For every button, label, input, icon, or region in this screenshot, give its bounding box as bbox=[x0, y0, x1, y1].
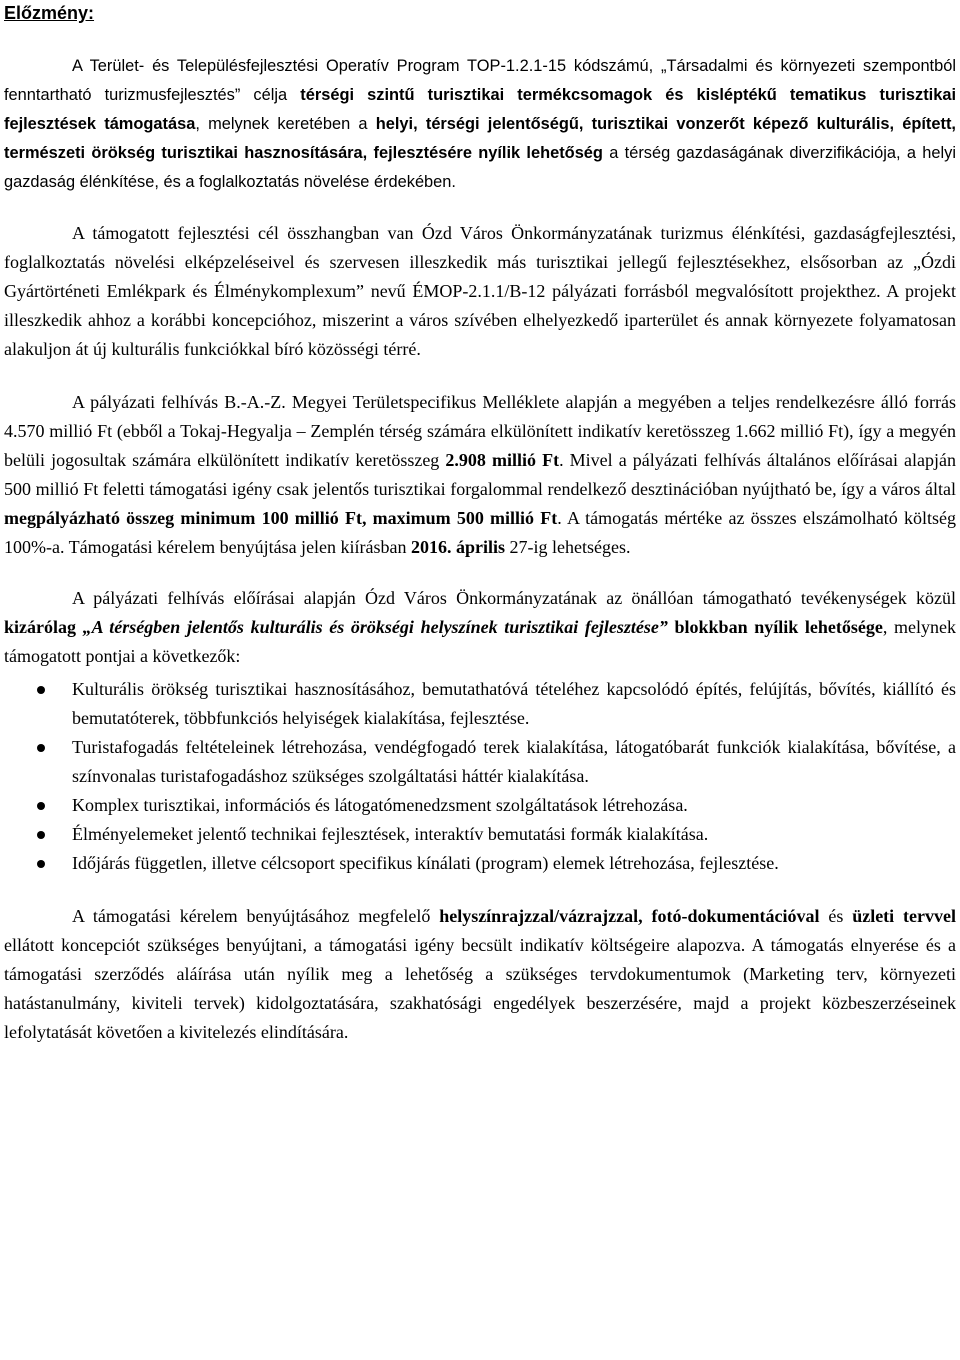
bold-text-run: helyszínrajzzal/vázrajzzal, fotó-dokumentációval bbox=[439, 906, 820, 926]
list-item-text: Turistafogadás feltételeinek létrehozása, vendégfogadó terek kialakítása, látogatóbarát funkciók kialakítása, bővítése, a színvonalas turistafogadáshoz szükséges szolgáltatási háttér kialakítása. bbox=[72, 737, 956, 786]
list-item-text: Komplex turisztikai, információs és látogatómenedzsment szolgáltatások létrehozása. bbox=[72, 795, 688, 815]
list-item-text: Élményelemeket jelentő technikai fejlesztések, interaktív bemutatási formák kialakítása. bbox=[72, 824, 709, 844]
bold-text-run: kizárólag bbox=[4, 617, 83, 637]
text-run: A pályázati felhívás előírásai alapján Ózd Város Önkormányzatának az önállóan támogatható tevékenységek közül bbox=[72, 588, 956, 608]
text-run: A támogatott fejlesztési cél összhangban van Ózd Város Önkormányzatának turizmus élénkítési, gazdaságfejlesztési, foglalkoztatás növelési elképzeléseivel és szervesen illeszkedik más turisztikai jellegű fejlesztésekhez, elsősorban az „Ózdi Gyártörténeti Emlékpark és Élménykomplexum” nevű ÉMOP-2.1.1/B-12 pályázati forrásból megvalósított projekthez. A projekt illeszkedik ahhoz a korábbi koncepcióhoz, miszerint a város szívében elhelyezkedő iparterület és annak környezete folyamatosan alakuljon át új kulturális funkciókkal bíró közösségi térré. bbox=[4, 223, 956, 359]
text-run: 27-ig lehetséges. bbox=[505, 537, 631, 557]
bold-italic-text-run: „A térségben jelentős kulturális és örökségi helyszínek turisztikai fejlesztése” bbox=[82, 617, 668, 637]
section-heading: Előzmény: bbox=[4, 3, 95, 23]
bold-text-run: 2016. április bbox=[411, 537, 506, 557]
list-item-text: Kulturális örökség turisztikai hasznosításához, bemutathatóvá tételéhez kapcsolódó építés, felújítás, bővítés, kiállító és bemutatóterek, többfunkciós helyiségek kialakítása, fejlesztése. bbox=[72, 679, 956, 728]
paragraph-eligible-activities bbox=[4, 584, 956, 671]
paragraph-application-requirements bbox=[4, 902, 956, 1047]
text-run: A pályázati felhívás B.-A.-Z. Megyei Területspecifikus Melléklete alapján a megyében a teljes rendelkezésre álló forrás 4.570 millió Ft (ebből a Tokaj-Hegyalja – Zemplén térség számára elkülönített indikatív keretösszeg 1.662 millió Ft), így a megyén belüli jogosultak számára elkülönített indikatív keretösszeg bbox=[4, 392, 956, 470]
bold-text-run: 2.908 millió Ft bbox=[445, 450, 560, 470]
list-item bbox=[4, 791, 956, 820]
text-run: A támogatási kérelem benyújtásához megfelelő bbox=[72, 906, 440, 926]
bullet-icon bbox=[37, 860, 45, 868]
text-run: és bbox=[819, 906, 853, 926]
bullet-icon bbox=[37, 831, 45, 839]
bullet-icon bbox=[37, 744, 45, 752]
text-run: A Terület- és Településfejlesztési Operatív Program TOP-1.2.1-15 kódszámú, „Társadalmi és környezeti szempontból fenntartható turizmusfejlesztés” célja bbox=[4, 57, 956, 104]
list-item bbox=[4, 675, 956, 733]
text-run: . A támogatás mértéke az összes elszámolható költség 100%-a. Támogatási kérelem benyújtása jelen kiírásban bbox=[4, 508, 957, 557]
bullet-icon bbox=[37, 802, 45, 810]
bold-text-run: térségi szintű turisztikai termékcsomagok és kisléptékű tematikus turisztikai fejlesztések támogatása bbox=[4, 86, 956, 133]
text-run: . Mivel a pályázati felhívás általános előírásai alapján 500 millió Ft feletti támogatási igény csak jelentős turisztikai forgalommal rendelkező desztinációban nyújtható be, így a város által bbox=[4, 450, 956, 499]
bold-text-run: megpályázható összeg minimum 100 millió Ft, maximum 500 millió Ft bbox=[4, 508, 558, 528]
text-run: a térség gazdaságának diverzifikációja, a helyi gazdaság élénkítése, és a foglalkoztatás növelése érdekében. bbox=[4, 144, 956, 191]
paragraph-funding bbox=[4, 388, 956, 562]
supported-activities-list bbox=[4, 675, 956, 878]
bold-text-run: blokkban nyílik lehetősége bbox=[667, 617, 883, 637]
text-run: , melynek támogatott pontjai a következők: bbox=[4, 617, 957, 666]
bold-text-run: üzleti tervvel bbox=[852, 906, 956, 926]
bullet-icon bbox=[37, 686, 45, 694]
text-run: , melynek keretében a bbox=[195, 115, 376, 133]
list-item-text: Időjárás független, illetve célcsoport specifikus kínálati (program) elemek létrehozása, fejlesztése. bbox=[72, 853, 779, 873]
text-run: ellátott koncepciót szükséges benyújtani, a támogatási igény becsült indikatív költségeire alapozva. A támogatás elnyerése és a támogatási szerződés aláírása után nyílik meg a lehetőség a szükséges tervdokumentumok (Marketing terv, környezeti hatástanulmány, kiviteli tervek) kidolgoztatására, szakhatósági engedélyek beszerzésére, majd a projekt közbeszerzéseinek lefolytatását követően a kivitelezés elindítására. bbox=[4, 935, 956, 1042]
bold-text-run: helyi, térségi jelentőségű, turisztikai vonzerőt képező kulturális, épített, természeti örökség turisztikai hasznosítására, fejlesztésére nyílik lehetőség bbox=[4, 115, 956, 162]
list-item bbox=[4, 733, 956, 791]
paragraph-development-goal bbox=[4, 219, 956, 364]
list-item bbox=[4, 820, 956, 849]
list-item bbox=[4, 849, 956, 878]
paragraph-program-intro bbox=[4, 52, 956, 197]
